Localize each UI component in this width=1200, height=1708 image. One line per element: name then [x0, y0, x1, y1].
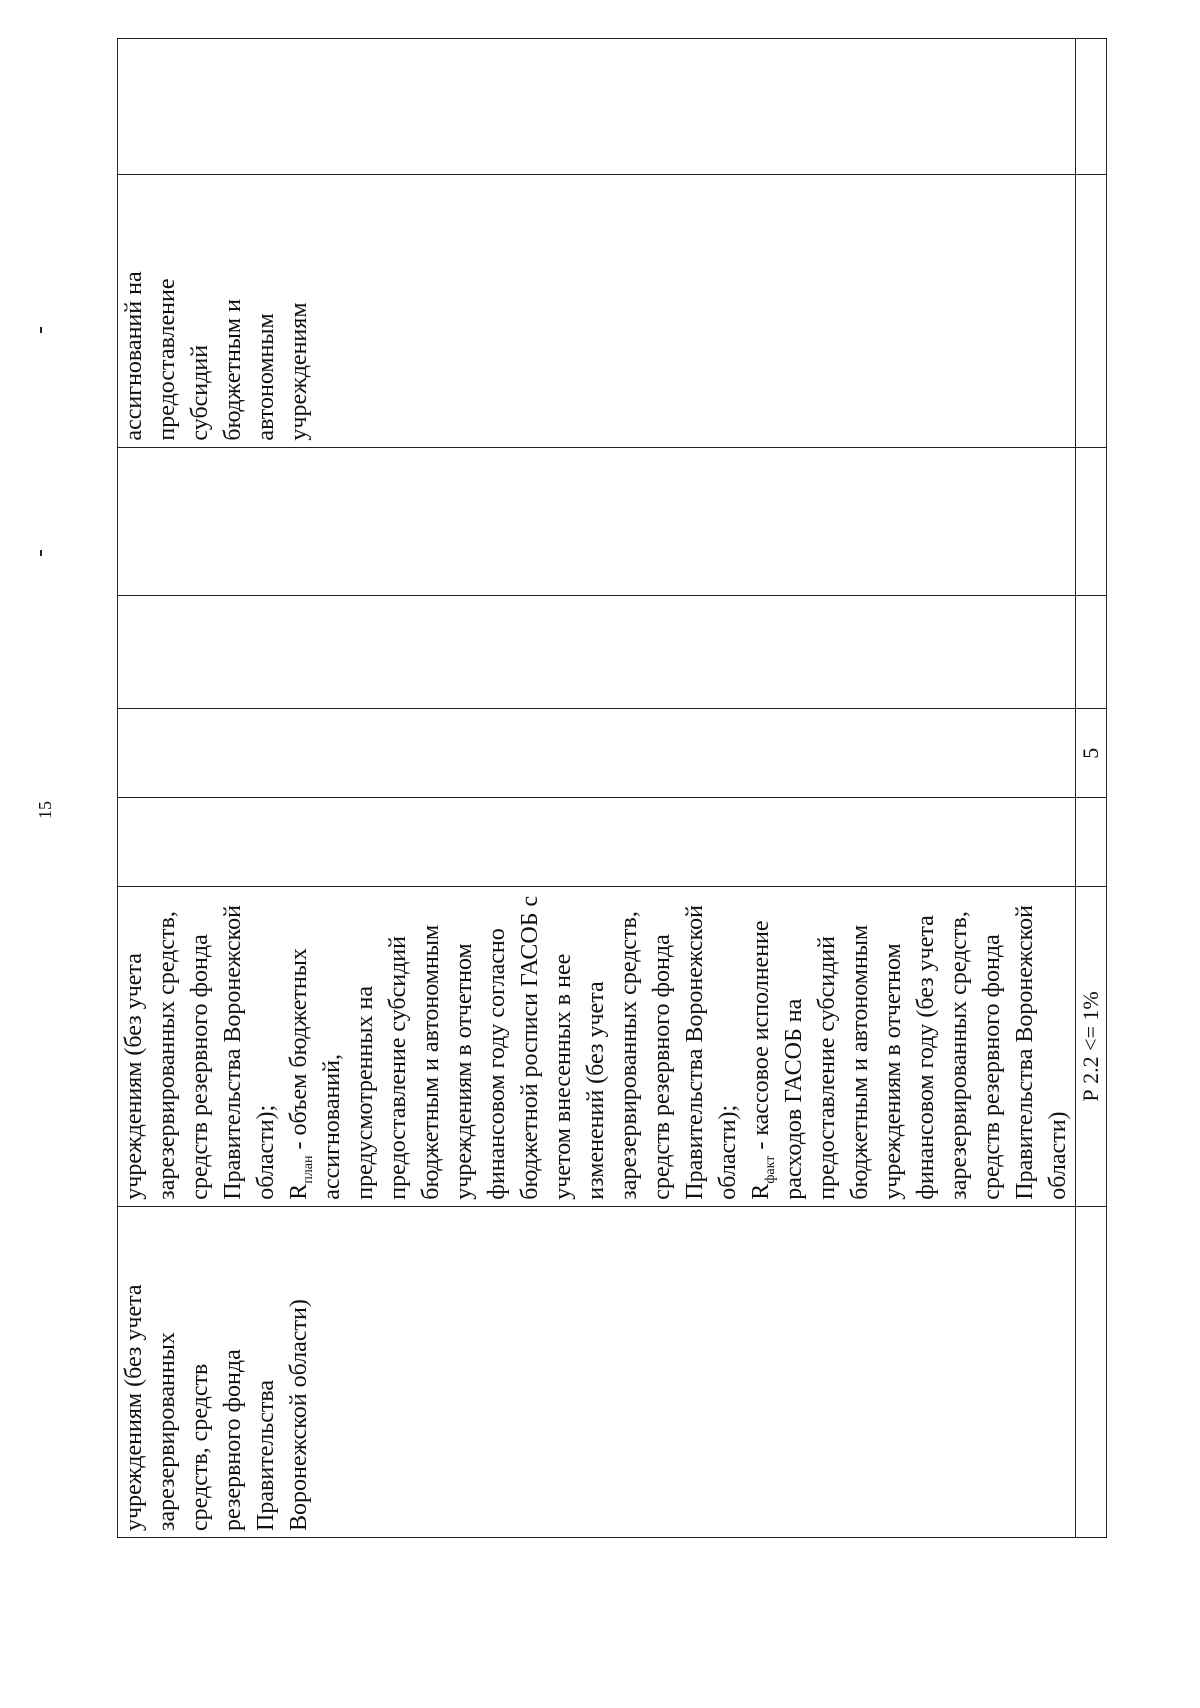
cell-indicator-name	[118, 1206, 1076, 1537]
formula-intro-text: учреждениям (без учета зарезервированных средств, средств резервного фонда Правительства Воронежской области);	[121, 905, 279, 1200]
cell-empty	[118, 447, 1076, 595]
scan-mark	[40, 550, 42, 556]
cell-note	[118, 175, 1076, 447]
cell-empty	[118, 709, 1076, 798]
fact-symbol: R	[748, 1183, 774, 1200]
indicator-table	[117, 38, 1107, 1538]
formula-fact-definition	[745, 893, 1075, 1200]
rotated-table-container	[117, 38, 1103, 1538]
scan-mark	[40, 327, 42, 333]
table-row	[118, 39, 1076, 1538]
cell-empty	[118, 595, 1076, 709]
formula-plan-definition	[283, 893, 745, 1200]
note-text: ассигнований на предоставление субсидий бюджетным и автономным учреждениям	[121, 271, 312, 441]
footer-score: 5	[1076, 709, 1107, 798]
footer-cell-empty	[1076, 595, 1107, 709]
footer-cell-empty	[1076, 798, 1107, 887]
indicator-name-text: учреждениям (без учета зарезервированных средств, средств резервного фонда Правительства Воронежской области)	[121, 1284, 312, 1531]
fact-subscript: факт	[762, 1155, 778, 1184]
cell-formula-description	[118, 887, 1076, 1207]
cell-empty	[118, 39, 1076, 175]
plan-subscript: план	[300, 1155, 316, 1184]
cell-empty	[118, 798, 1076, 887]
footer-cell-empty	[1076, 447, 1107, 595]
footer-formula: Р 2.2 <= 1%	[1076, 887, 1107, 1207]
page-number: 15	[34, 801, 55, 819]
plan-symbol: R	[286, 1183, 312, 1200]
table-row-footer	[1076, 39, 1107, 1538]
footer-cell-empty	[1076, 175, 1107, 447]
footer-cell-empty	[1076, 39, 1107, 175]
fact-text: - кассовое исполнение расходов ГАСОБ на предоставление субсидий бюджетным и автономным учреждениям в отчетном финансовом году (без учета зарезервированных средств, средств резервного фонда Правительства Воронежской области)	[748, 905, 1071, 1200]
plan-text: - объем бюджетных ассигнований, предусмотренных на предоставление субсидий бюджетным и автономным учреждениям в отчетном финансовом году согласно бюджетной росписи ГАСОБ с учетом внесенных в нее изменений (без учета зарезервированных средств, средств резервного фонда Правительства Воронежской области);	[286, 895, 741, 1200]
footer-cell-empty	[1076, 1206, 1107, 1537]
